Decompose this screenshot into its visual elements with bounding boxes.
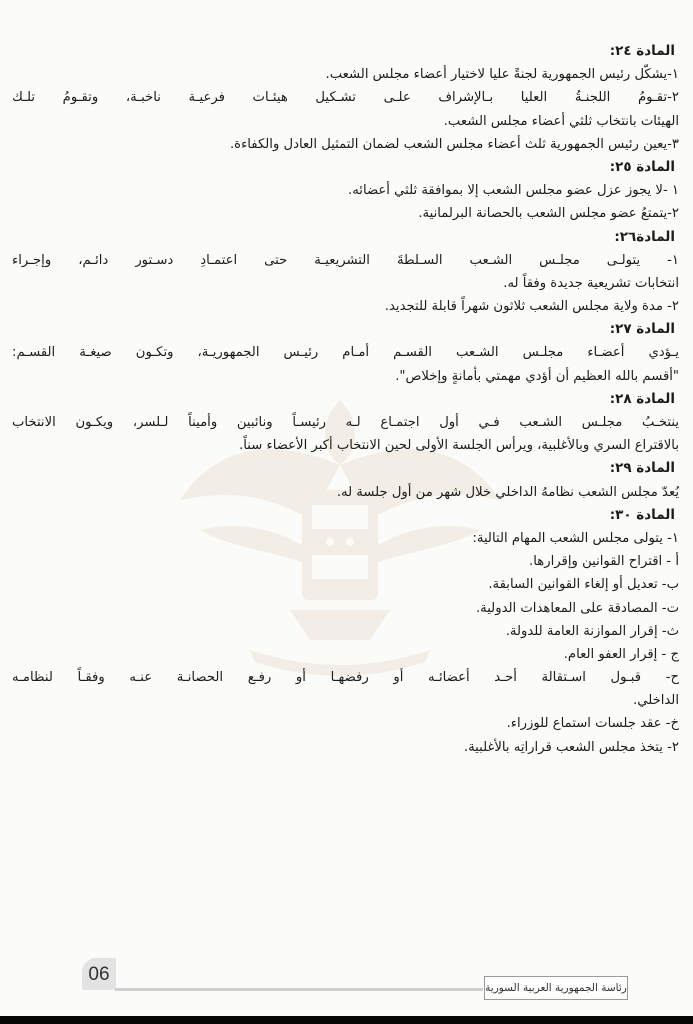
paragraph-line: انتخابات تشريعية جديدة وفقاً له. bbox=[503, 275, 679, 291]
article-heading: المادة ٢٨: bbox=[609, 390, 675, 407]
paragraph-line: خ- عقد جلسات استماع للوزراء. bbox=[506, 716, 679, 732]
paragraph-line: "أقسم بالله العظيم أن أؤدي مهمتي بأمانةٍ وإخلاص". bbox=[395, 368, 679, 384]
footer-presidency-label: رئاسة الجمهورية العربية السورية bbox=[484, 976, 628, 1000]
paragraph-line: الداخلي. bbox=[633, 693, 679, 709]
paragraph-line: بالاقتراع السري وبالأغلبية، ويرأس الجلسة الأولى لحين الانتخاب أكبر الأعضاء سناً. bbox=[239, 438, 679, 454]
footer-divider bbox=[115, 988, 483, 991]
article-heading: المادة ٢٧: bbox=[609, 321, 675, 338]
paragraph-line: ١ -لا يجوز عزل عضو مجلس الشعب إلا بموافقة ثلثي أعضائه. bbox=[348, 183, 679, 199]
article-heading: المادة٢٦: bbox=[614, 228, 675, 245]
paragraph-line: ح- قبـول اسـتقالة أحـد أعضائـه أو رفضهـا أو رفـع الحصانـة عنـه وفقـاً لنظامـه bbox=[12, 670, 679, 686]
paragraph-line: ١-يشكّل رئيس الجمهورية لجنةً عليا لاختيار أعضاء مجلس الشعب. bbox=[325, 67, 679, 83]
paragraph-line: ٢- مدة ولاية مجلس الشعب ثلاثون شهراً قابلة للتجديد. bbox=[384, 299, 679, 315]
paragraph-line: الهيئات بانتخاب ثلثي أعضاء مجلس الشعب. bbox=[443, 113, 679, 129]
paragraph-line: ث- إقرار الموازنة العامة للدولة. bbox=[505, 623, 679, 639]
paragraph-line: ب- تعديل أو إلغاء القوانين السابقة. bbox=[488, 577, 679, 593]
constitution-articles-text bbox=[12, 40, 679, 759]
paragraph-line: أ - اقتراح القوانين وإقرارها. bbox=[529, 554, 679, 570]
paragraph-line: يـؤدي أعضـاء مجلـس الشـعب القسـم أمـام رئيـس الجمهوريـة، وتكـون صيغـة القسـم: bbox=[12, 345, 679, 361]
paragraph-line: ٢-تقـومُ اللجنـةُ العليا بـالإشراف علـى تشـكيل هيئـات فرعيـة ناخبـة، وتقـومُ تلـك bbox=[12, 90, 679, 106]
paragraph-line: ٣-يعين رئيس الجمهورية ثلث أعضاء مجلس الشعب لضمان التمثيل العادل والكفاءة. bbox=[229, 136, 679, 152]
article-heading: المادة ٣٠: bbox=[609, 506, 675, 523]
article-heading: المادة ٢٥: bbox=[609, 158, 675, 175]
paragraph-line: ت- المصادقة على المعاهدات الدولية. bbox=[475, 600, 679, 616]
paragraph-line: ١- يتولـى مجلـس الشـعب السـلطةَ التشريعيـة حتى اعتمـادِ دسـتور دائـم، وإجـراء bbox=[12, 252, 679, 268]
paragraph-line: ج - إقرار العفو العام. bbox=[563, 646, 679, 662]
paragraph-line: ٢- يتخذ مجلس الشعب قراراتِه بالأغلبية. bbox=[463, 739, 679, 755]
paragraph-line: ينتخـبُ مجلـس الشـعب فـي أول اجتمـاع لـه رئيسـاً ونائبين وأميناً لـلسر، ويكـون الانتخاب bbox=[12, 415, 679, 430]
paragraph-line: يُعدّ مجلس الشعب نظامهُ الداخلي خلال شهر من أول جلسة له. bbox=[336, 484, 679, 500]
article-heading: المادة ٢٤: bbox=[609, 43, 675, 59]
paragraph-line: ٢-يتمتعُ عضو مجلس الشعب بالحصانة البرلمانية. bbox=[418, 206, 679, 222]
paragraph-line: ١- يتولى مجلس الشعب المهام التالية: bbox=[472, 530, 679, 546]
page-number: 06 bbox=[82, 958, 116, 990]
article-heading: المادة ٢٩: bbox=[609, 460, 675, 477]
bottom-edge bbox=[0, 1016, 693, 1024]
